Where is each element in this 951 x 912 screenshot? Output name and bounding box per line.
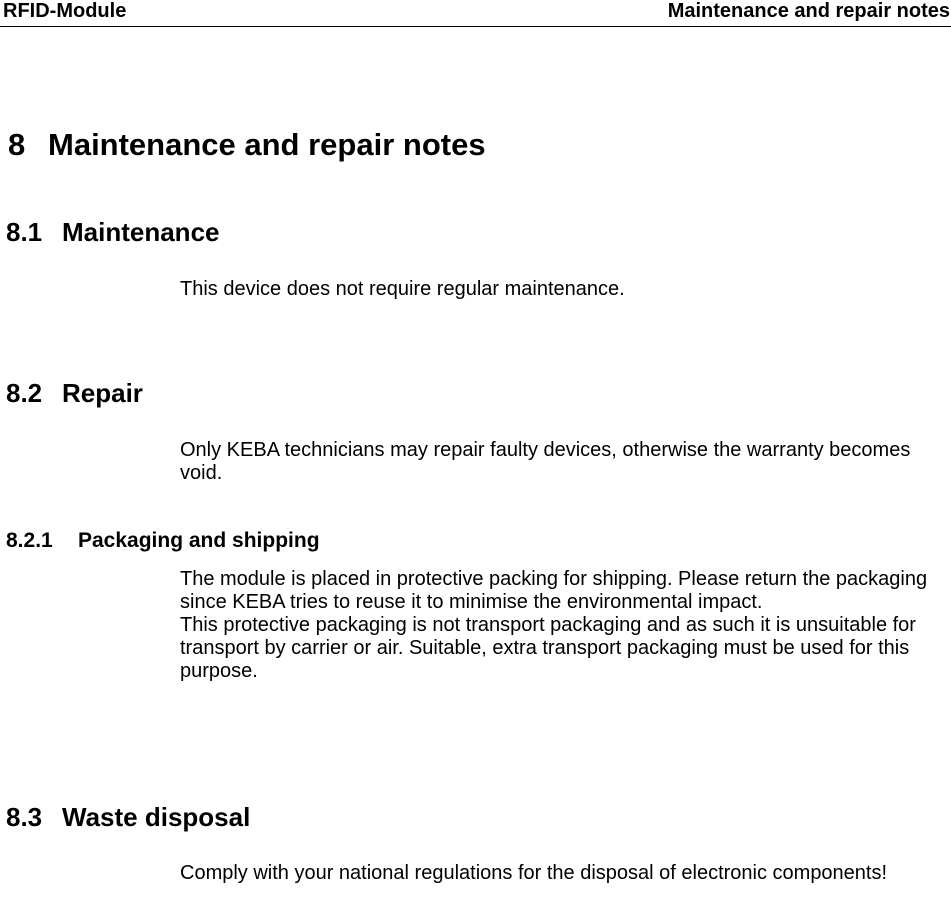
repair-text (180, 439, 945, 485)
chapter-title: Maintenance and repair notes (48, 127, 486, 162)
header-document-title: RFID-Module (3, 0, 127, 22)
paragraph: This protective packaging is not transport packaging and as such it is unsuitable for transport by carrier or air. Suitable, extra transport packaging must be used for this purpose. (180, 614, 916, 682)
section-number: 8.2 (6, 378, 43, 408)
chapter-number: 8 (8, 127, 26, 162)
paragraph: Only KEBA technicians may repair faulty devices, otherwise the warranty becomes void. (180, 439, 911, 484)
section-number: 8.1 (6, 217, 43, 247)
paragraph: The module is placed in protective packing for shipping. Please return the packaging since KEBA tries to reuse it to minimise the environmental impact. (180, 568, 928, 613)
subsection-heading-packaging (6, 529, 320, 553)
header-chapter-title: Maintenance and repair notes (667, 0, 950, 22)
section-title: Maintenance (62, 217, 220, 247)
subsection-title: Packaging and shipping (78, 529, 320, 552)
section-title: Repair (62, 378, 143, 408)
maintenance-text (180, 278, 945, 301)
paragraph: Comply with your national regulations for the disposal of electronic components! (180, 862, 888, 884)
section-title: Waste disposal (62, 802, 251, 832)
waste-disposal-text (180, 862, 945, 885)
chapter-heading (8, 127, 486, 163)
section-number: 8.3 (6, 802, 43, 832)
packaging-text (180, 568, 945, 683)
subsection-number: 8.2.1 (6, 529, 53, 552)
section-heading-repair (6, 378, 143, 408)
section-heading-maintenance (6, 217, 220, 247)
paragraph: This device does not require regular maintenance. (180, 278, 625, 300)
running-header (0, 0, 951, 27)
section-heading-waste-disposal (6, 802, 250, 832)
